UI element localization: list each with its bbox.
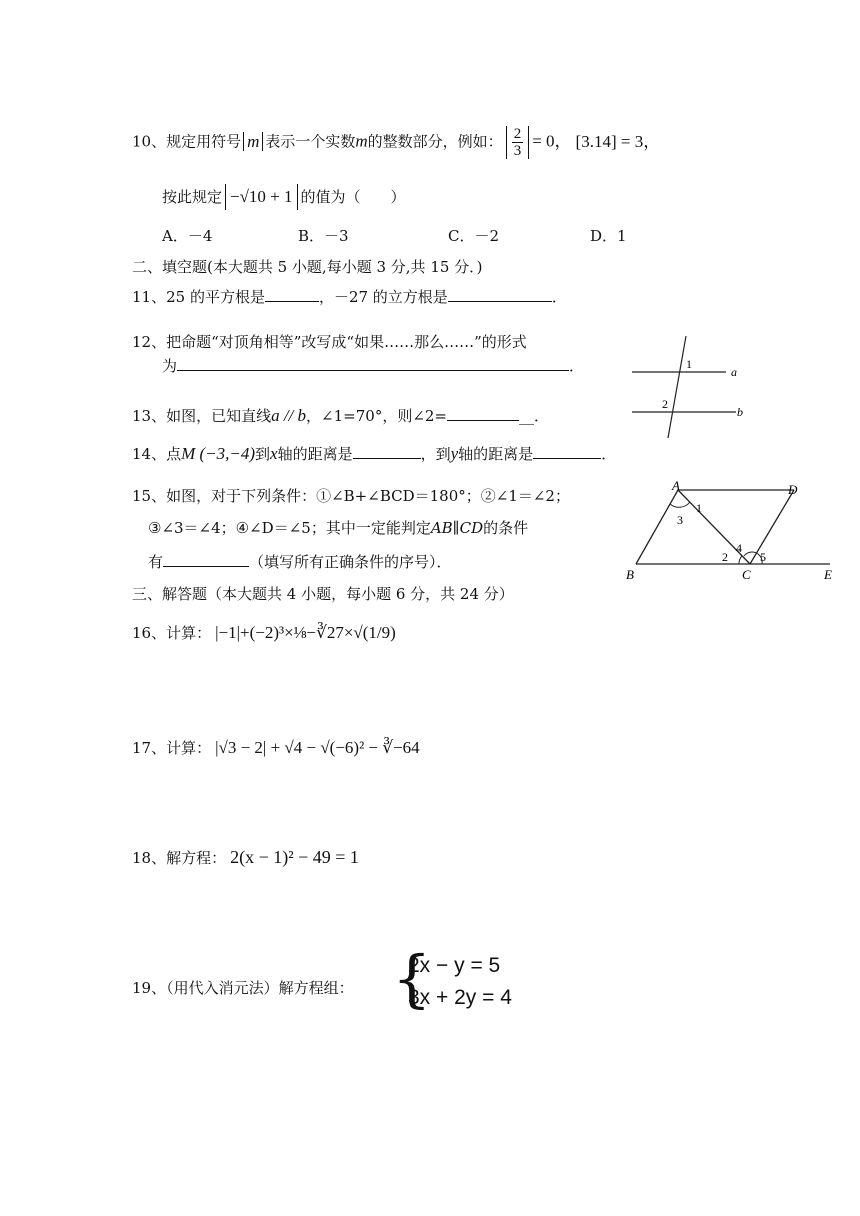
q19-eq1: 2x − y = 5 <box>408 954 501 977</box>
section3-heading: 三、解答题（本大题共 4 小题，每小题 6 分，共 24 分） <box>132 585 514 603</box>
q15-ab-cd: AB∥CD <box>430 519 484 537</box>
q14-x: x <box>270 444 278 463</box>
fig2-n1: 1 <box>696 501 702 515</box>
figure-parallel-lines <box>624 330 754 442</box>
option-a: A．－4 <box>162 227 213 245</box>
fig1-label-a: a <box>731 365 737 379</box>
fig2-n5: 5 <box>760 550 766 564</box>
bracket-fraction <box>506 126 530 159</box>
q11-text-b: ，－27 的立方根是 <box>318 288 448 306</box>
q14-text-a: 14、点 <box>132 445 182 463</box>
q14-text-c: 轴的距离是 <box>277 445 353 463</box>
frac-denominator: 3 <box>513 143 522 159</box>
q10-line2 <box>162 184 406 210</box>
fig2-E: E <box>824 567 832 582</box>
q16 <box>132 622 396 644</box>
system-brace: { <box>392 942 432 1015</box>
q13-blank[interactable] <box>447 404 519 421</box>
option-c: C．－2 <box>448 227 500 245</box>
q15-line2-a: ③∠3＝∠4；④∠D＝∠5；其中一定能判定 <box>148 519 431 537</box>
q15-line3-b: （填写所有正确条件的序号）． <box>249 553 452 571</box>
q19-label: 19、（用代入消元法）解方程组： <box>132 979 354 997</box>
figure-parallelogram <box>618 478 840 586</box>
q15-line3 <box>148 550 452 573</box>
q11-blank-2[interactable] <box>448 285 552 302</box>
fig2-C: C <box>742 567 751 582</box>
q13-text-a: 13、如图，已知直线 <box>132 407 272 425</box>
section2-heading: 二、填空题(本大题共 5 小题,每小题 3 分,共 15 分．) <box>132 258 483 276</box>
q11 <box>132 285 567 308</box>
q14-point: M (−3,−4) <box>181 444 256 463</box>
q11-text-a: 11、25 的平方根是 <box>132 288 265 306</box>
q14-blank-1[interactable] <box>353 442 421 459</box>
fig2-n4: 4 <box>736 541 742 555</box>
q17 <box>132 737 420 759</box>
q14-blank-2[interactable] <box>533 442 601 459</box>
q10-text-c: 的整数部分，例如： <box>367 132 503 151</box>
q14-text-e: 轴的距离是 <box>458 445 534 463</box>
q15-line3-a: 有 <box>148 553 164 571</box>
option-d: D．1 <box>590 227 627 245</box>
fig1-label-b: b <box>737 405 743 419</box>
fig1-label-2: 2 <box>662 397 668 411</box>
fig1-label-1: 1 <box>686 357 692 371</box>
q18-label: 18、解方程： <box>132 849 227 867</box>
q13 <box>132 404 549 427</box>
q12-line2-b: ． <box>569 357 585 375</box>
q18 <box>132 846 359 869</box>
q10-line1 <box>132 126 660 159</box>
q13-parallel: a // b <box>271 406 307 425</box>
q15-line1: 15、如图，对于下列条件：①∠B+∠BCD＝180°；②∠1＝∠2； <box>132 487 570 505</box>
q10-line2-a: 按此规定 <box>162 188 223 206</box>
q14-text-f: ． <box>601 445 617 463</box>
symbol-bracket-m <box>243 132 263 151</box>
q16-label: 16、计算： <box>132 624 212 642</box>
q14-text-d: ，到 <box>420 445 451 463</box>
q14-text-b: 到 <box>255 445 271 463</box>
bracket-m-var: m <box>247 131 260 151</box>
q12-line2 <box>162 354 584 377</box>
q12-blank[interactable] <box>177 354 569 371</box>
q15-blank[interactable] <box>163 550 249 567</box>
q10-text-b: 表示一个实数 <box>265 132 356 151</box>
q11-text-c: ． <box>551 288 567 306</box>
q17-expression: |√3 − 2| + √4 − √(−6)² − ∛−64 <box>215 738 420 757</box>
fig2-A: A <box>672 478 680 493</box>
q19-eq2: 3x + 2y = 4 <box>408 986 512 1009</box>
q11-blank-1[interactable] <box>265 285 319 302</box>
q12-line2-a: 为 <box>162 357 178 375</box>
q10-expr-text: −√10 + 1 <box>230 187 293 206</box>
q10-text-a: 10、规定用符号 <box>132 132 242 151</box>
fig2-n3: 3 <box>677 513 683 527</box>
q10-example2: [3.14] = 3， <box>575 131 661 151</box>
q14 <box>132 442 616 465</box>
q10-line2-b: 的值为（ ） <box>300 188 406 206</box>
frac-numerator: 2 <box>513 126 522 142</box>
fig2-B: B <box>626 567 634 582</box>
q18-expression: 2(x − 1)² − 49 = 1 <box>230 847 359 867</box>
q12-line1: 12、把命题“对顶角相等”改写成“如果……那么……”的形式 <box>132 333 527 351</box>
q13-text-b: ，∠1=70°，则∠2= <box>306 407 447 425</box>
q14-y: y <box>450 444 459 463</box>
q15-line2 <box>148 517 528 539</box>
option-b: B．－3 <box>298 227 349 245</box>
q10-eq0: = 0， <box>532 131 572 151</box>
q17-label: 17、计算： <box>132 739 212 757</box>
q13-text-c: __． <box>519 407 550 425</box>
fig2-D: D <box>788 482 798 497</box>
q15-line2-b: 的条件 <box>483 519 529 537</box>
var-m: m <box>355 131 368 151</box>
fig2-n2: 2 <box>722 550 728 564</box>
q16-expression: |−1|+(−2)³×⅛−∛27×√(1/9) <box>215 623 396 642</box>
q10-expression <box>225 184 298 210</box>
